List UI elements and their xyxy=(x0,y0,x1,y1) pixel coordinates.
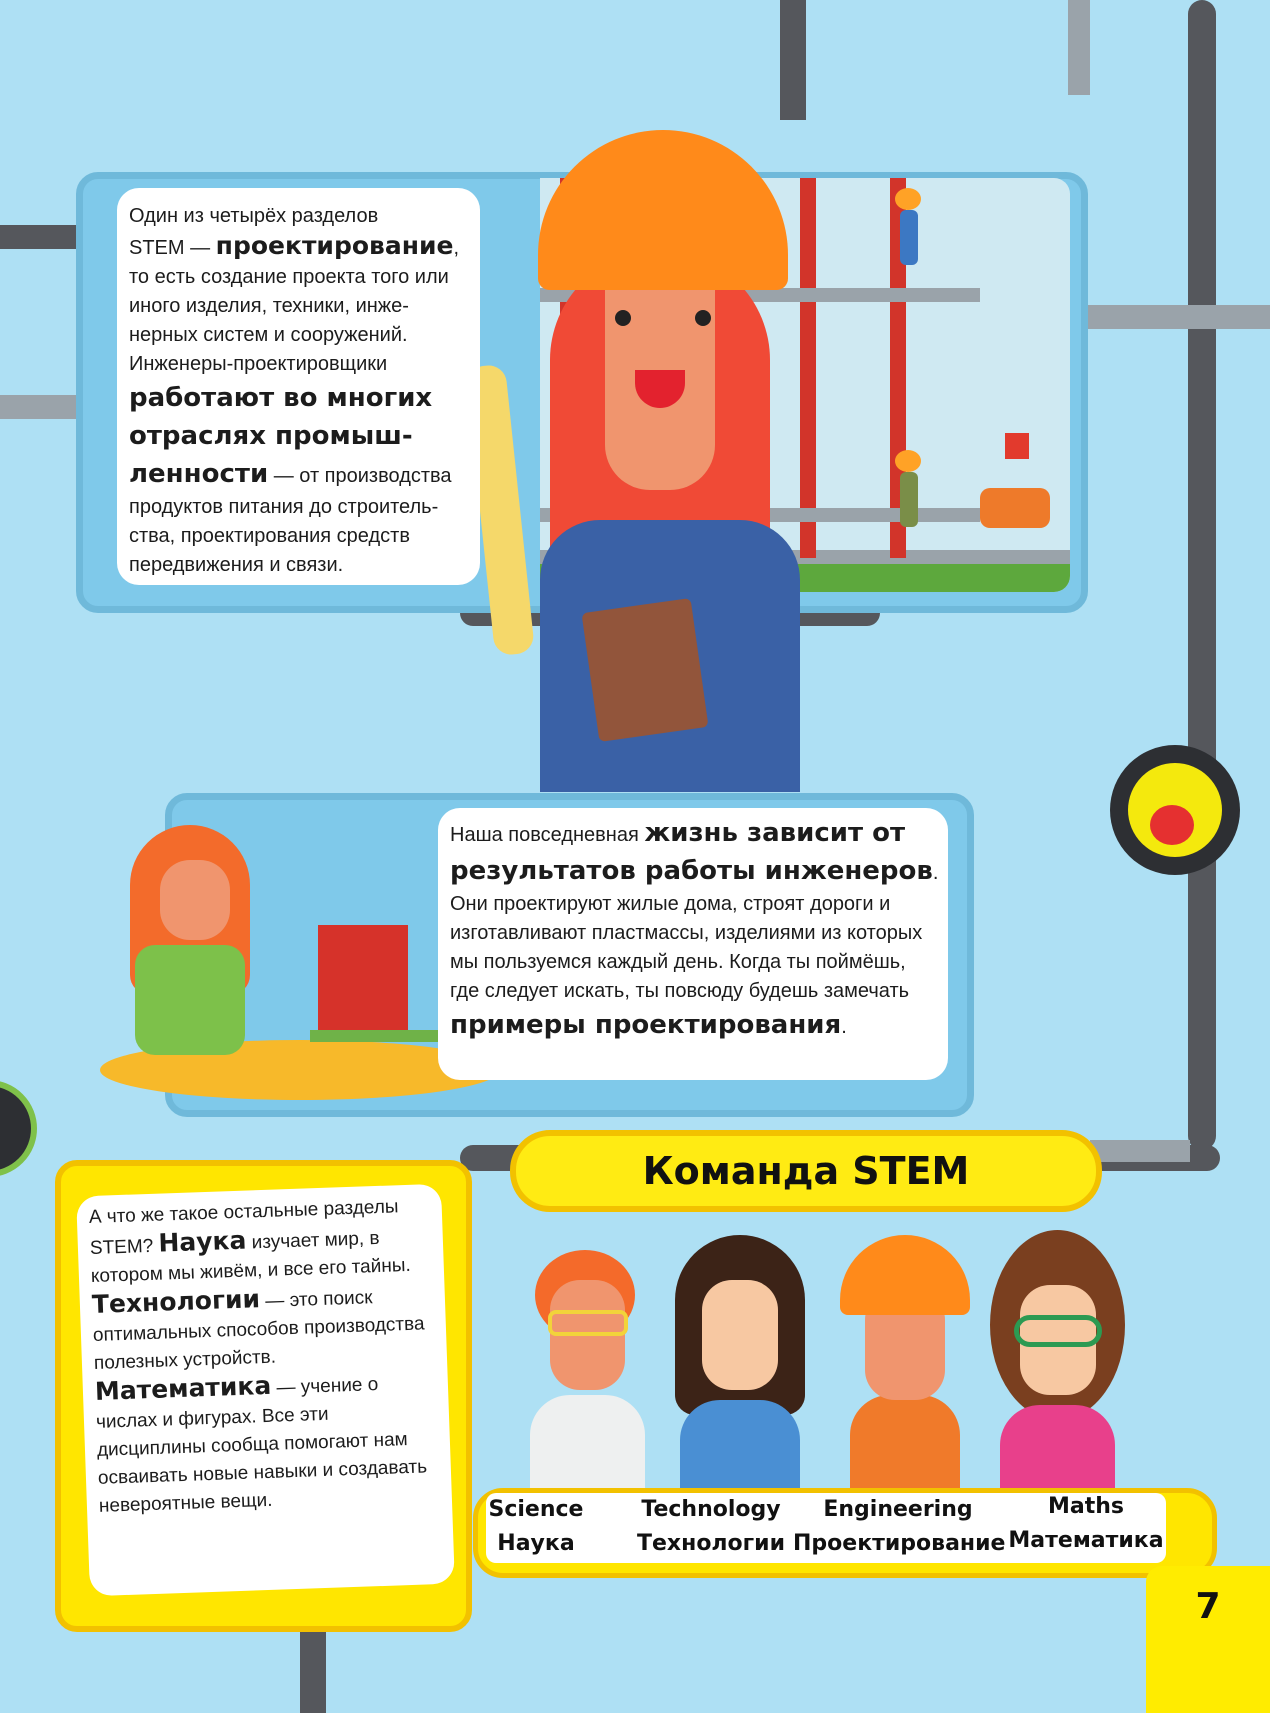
intro-stem-prefix: STEM — xyxy=(129,237,216,259)
intro-body2: — от производства продуктов питания до строитель-ства, проектирования средств передвижения и связи. xyxy=(129,465,452,576)
worker-top-helmet xyxy=(895,188,921,210)
everyday-textbox xyxy=(438,808,948,1080)
toy-house xyxy=(318,925,408,1035)
team-characters xyxy=(505,1230,1125,1492)
team-ru-engineering: Проектирование xyxy=(793,1531,1006,1556)
bucket-icon xyxy=(1005,433,1029,459)
intro-body1: то есть создание проекта того или иного изделия, техники, инже-нерных систем и сооружений. Инженеры-проектировщики xyxy=(129,266,449,375)
pipe-left-mid xyxy=(0,395,80,419)
intro-comma: , xyxy=(453,237,460,259)
team-col-engineering xyxy=(793,1493,1006,1561)
team-col-maths xyxy=(1006,1490,1166,1558)
other-sections-textbox xyxy=(76,1184,455,1596)
page-number: 7 xyxy=(1146,1566,1270,1713)
other-science: Наука xyxy=(157,1225,247,1258)
worker-bottom-helmet xyxy=(895,450,921,472)
engineer-character xyxy=(835,1235,975,1490)
pipe-bottom-right xyxy=(1090,1140,1190,1162)
everyday-highlight1: жизнь зависит от результатов работы инженеров xyxy=(450,818,933,886)
everyday-body: . Они проектируют жилые дома, строят дороги и изготавливают пластмассы, изделиями из которых мы пользуемся каждый день. Когда ты поймёшь, где следует искать, ты повсюду будешь замечать xyxy=(450,862,939,1002)
everyday-end: . xyxy=(841,1016,847,1038)
technologist-character xyxy=(670,1235,810,1490)
other-p4: — учение о числах и фигурах. Все эти дисциплины сообща помогают нам осваивать новые навыки и создавать невероятные вещи. xyxy=(95,1374,428,1517)
team-en-maths: Maths xyxy=(1047,1494,1124,1519)
pipe-top-vertical xyxy=(780,0,806,120)
pipe-right-vertical xyxy=(1188,0,1216,1150)
other-p3: — это поиск оптимальных способов производства полезных устройств. xyxy=(92,1287,425,1374)
scientist-character xyxy=(520,1250,655,1490)
team-en-technology: Technology xyxy=(641,1497,781,1522)
intro-highlight: работают во многих отраслях промыш-ленности xyxy=(129,383,433,489)
engineer-illustration xyxy=(480,120,840,792)
team-en-engineering: Engineering xyxy=(823,1497,973,1522)
pipe-right-branch xyxy=(1080,305,1270,329)
round-glasses-icon xyxy=(1014,1315,1102,1347)
intro-term-design: проектирование xyxy=(215,231,454,260)
pipe-top-branch xyxy=(1068,0,1090,95)
team-ru-science: Наука xyxy=(497,1531,575,1556)
team-en-science: Science xyxy=(488,1497,584,1522)
mathematician-character xyxy=(990,1230,1125,1490)
worker-top-body xyxy=(900,210,918,265)
intro-textbox xyxy=(117,188,480,585)
team-names xyxy=(486,1493,1166,1563)
flask-icon xyxy=(1150,805,1194,845)
clipboard xyxy=(581,598,708,742)
other-math: Математика xyxy=(94,1370,272,1406)
everyday-highlight2: примеры проектирования xyxy=(450,1010,842,1040)
intro-line1: Один из четырёх разделов xyxy=(129,205,379,227)
team-col-science xyxy=(486,1493,586,1561)
glasses-icon xyxy=(548,1310,628,1336)
team-title: Команда STEM xyxy=(642,1149,970,1193)
team-col-technology xyxy=(636,1493,786,1561)
generator xyxy=(980,488,1050,528)
other-p1: А что же такое остальные разделы STEM? xyxy=(88,1196,399,1260)
other-p2: изучает мир, в котором мы живём, и все его тайны. xyxy=(90,1227,412,1288)
team-title-banner xyxy=(510,1130,1102,1212)
team-ru-technology: Технологии xyxy=(637,1531,785,1556)
everyday-lead: Наша повседневная xyxy=(450,824,645,846)
hard-hat-icon xyxy=(538,130,788,290)
hard-hat-small-icon xyxy=(840,1235,970,1315)
other-tech: Технологии xyxy=(91,1284,261,1319)
worker-bottom-body xyxy=(900,472,918,527)
pipe-left-top xyxy=(0,225,78,249)
team-ru-maths: Математика xyxy=(1008,1528,1164,1553)
left-gauge xyxy=(0,1080,37,1177)
